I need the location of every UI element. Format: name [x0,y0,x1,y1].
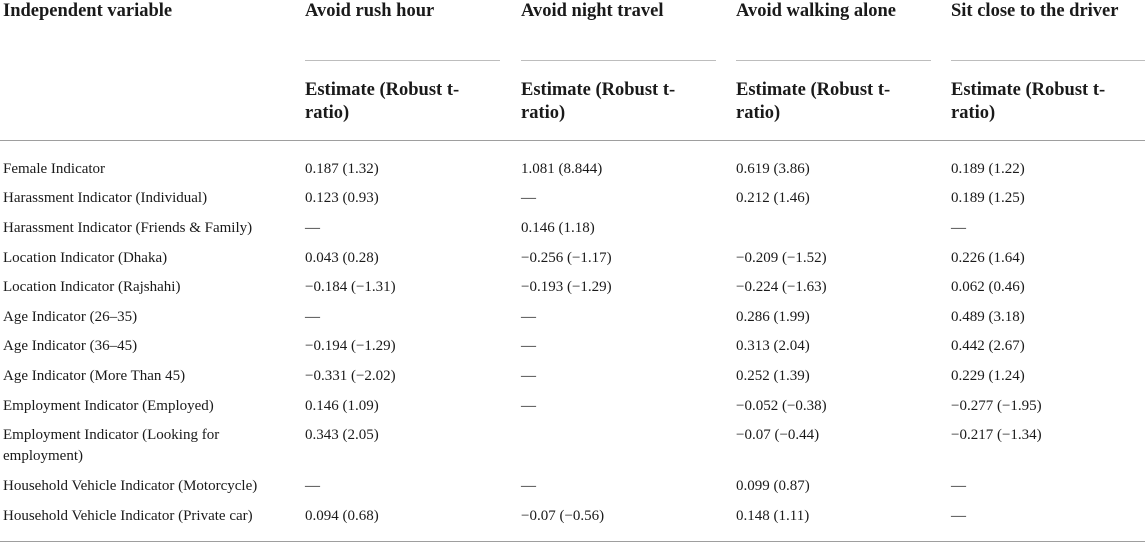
cell-value: −0.217 (−1.34) [951,427,1042,443]
row-label: Employment Indicator (Employed) [3,398,214,414]
cell-value: −0.224 (−1.63) [736,279,827,295]
row-label: Age Indicator (36–45) [3,338,138,354]
cell-value: −0.209 (−1.52) [736,250,827,266]
cell-value: −0.256 (−1.17) [521,250,612,266]
cell-value: 0.099 (0.87) [736,478,810,494]
cell-value: — [521,368,536,384]
cell-value: −0.277 (−1.95) [951,398,1042,414]
cell-value: — [951,508,966,524]
cell-value: 0.229 (1.24) [951,368,1025,384]
row-label: Age Indicator (26–35) [3,309,138,325]
cell-value: 0.148 (1.11) [736,508,810,524]
row-label: Household Vehicle Indicator (Motorcycle) [3,478,258,494]
cell-value: 0.286 (1.99) [736,309,810,325]
header-rule [521,60,716,61]
header-avoid-walking-alone: Avoid walking alone [736,1,897,21]
row-label: Location Indicator (Dhaka) [3,250,168,266]
cell-value: 0.187 (1.32) [305,161,379,177]
cell-value: — [521,398,536,414]
header-sit-close-to-driver: Sit close to the driver [951,1,1119,21]
cell-value: −0.184 (−1.31) [305,279,396,295]
cell-value: — [305,478,320,494]
header-rule [736,60,931,61]
cell-value: −0.193 (−1.29) [521,279,612,295]
subheader-estimate: Estimate (Robust t-ratio) [951,80,1106,123]
cell-value: −0.07 (−0.56) [521,508,605,524]
cell-value: −0.07 (−0.44) [736,427,820,443]
cell-value: 0.189 (1.22) [951,161,1025,177]
cell-value: 1.081 (8.844) [521,161,603,177]
header-rule [305,60,500,61]
table-bottom-rule [0,541,1145,542]
header-avoid-night-travel: Avoid night travel [521,1,664,21]
cell-value: — [305,220,320,236]
cell-value: 0.619 (3.86) [736,161,810,177]
cell-value: — [305,309,320,325]
subheader-estimate: Estimate (Robust t-ratio) [736,80,891,123]
cell-value: 0.094 (0.68) [305,508,379,524]
cell-value: 0.189 (1.25) [951,190,1025,206]
cell-value: 0.146 (1.09) [305,398,379,414]
row-label: Female Indicator [3,161,106,177]
header-rule [951,60,1145,61]
row-label: Harassment Indicator (Friends & Family) [3,220,253,236]
subheader-estimate: Estimate (Robust t-ratio) [521,80,676,123]
cell-value: −0.331 (−2.02) [305,368,396,384]
row-label: Age Indicator (More Than 45) [3,368,186,384]
header-independent-variable: Independent variable [3,1,173,21]
row-label: Employment Indicator (Looking for employment) [3,427,220,464]
row-label: Location Indicator (Rajshahi) [3,279,181,295]
cell-value: — [951,478,966,494]
cell-value: — [521,338,536,354]
row-label: Harassment Indicator (Individual) [3,190,208,206]
cell-value: 0.043 (0.28) [305,250,379,266]
cell-value: 0.442 (2.67) [951,338,1025,354]
header-avoid-rush-hour: Avoid rush hour [305,1,435,21]
subheader-estimate: Estimate (Robust t-ratio) [305,80,460,123]
cell-value: 0.313 (2.04) [736,338,810,354]
cell-value: — [951,220,966,236]
cell-value: 0.489 (3.18) [951,309,1025,325]
cell-value: −0.194 (−1.29) [305,338,396,354]
cell-value: 0.252 (1.39) [736,368,810,384]
cell-value: — [521,478,536,494]
cell-value: — [521,190,536,206]
cell-value: — [521,309,536,325]
cell-value: 0.212 (1.46) [736,190,810,206]
cell-value: −0.052 (−0.38) [736,398,827,414]
cell-value: 0.146 (1.18) [521,220,595,236]
cell-value: 0.226 (1.64) [951,250,1025,266]
row-label: Household Vehicle Indicator (Private car) [3,508,253,524]
header-bottom-rule [0,140,1145,141]
cell-value: 0.343 (2.05) [305,427,379,443]
cell-value: 0.123 (0.93) [305,190,379,206]
cell-value: 0.062 (0.46) [951,279,1025,295]
